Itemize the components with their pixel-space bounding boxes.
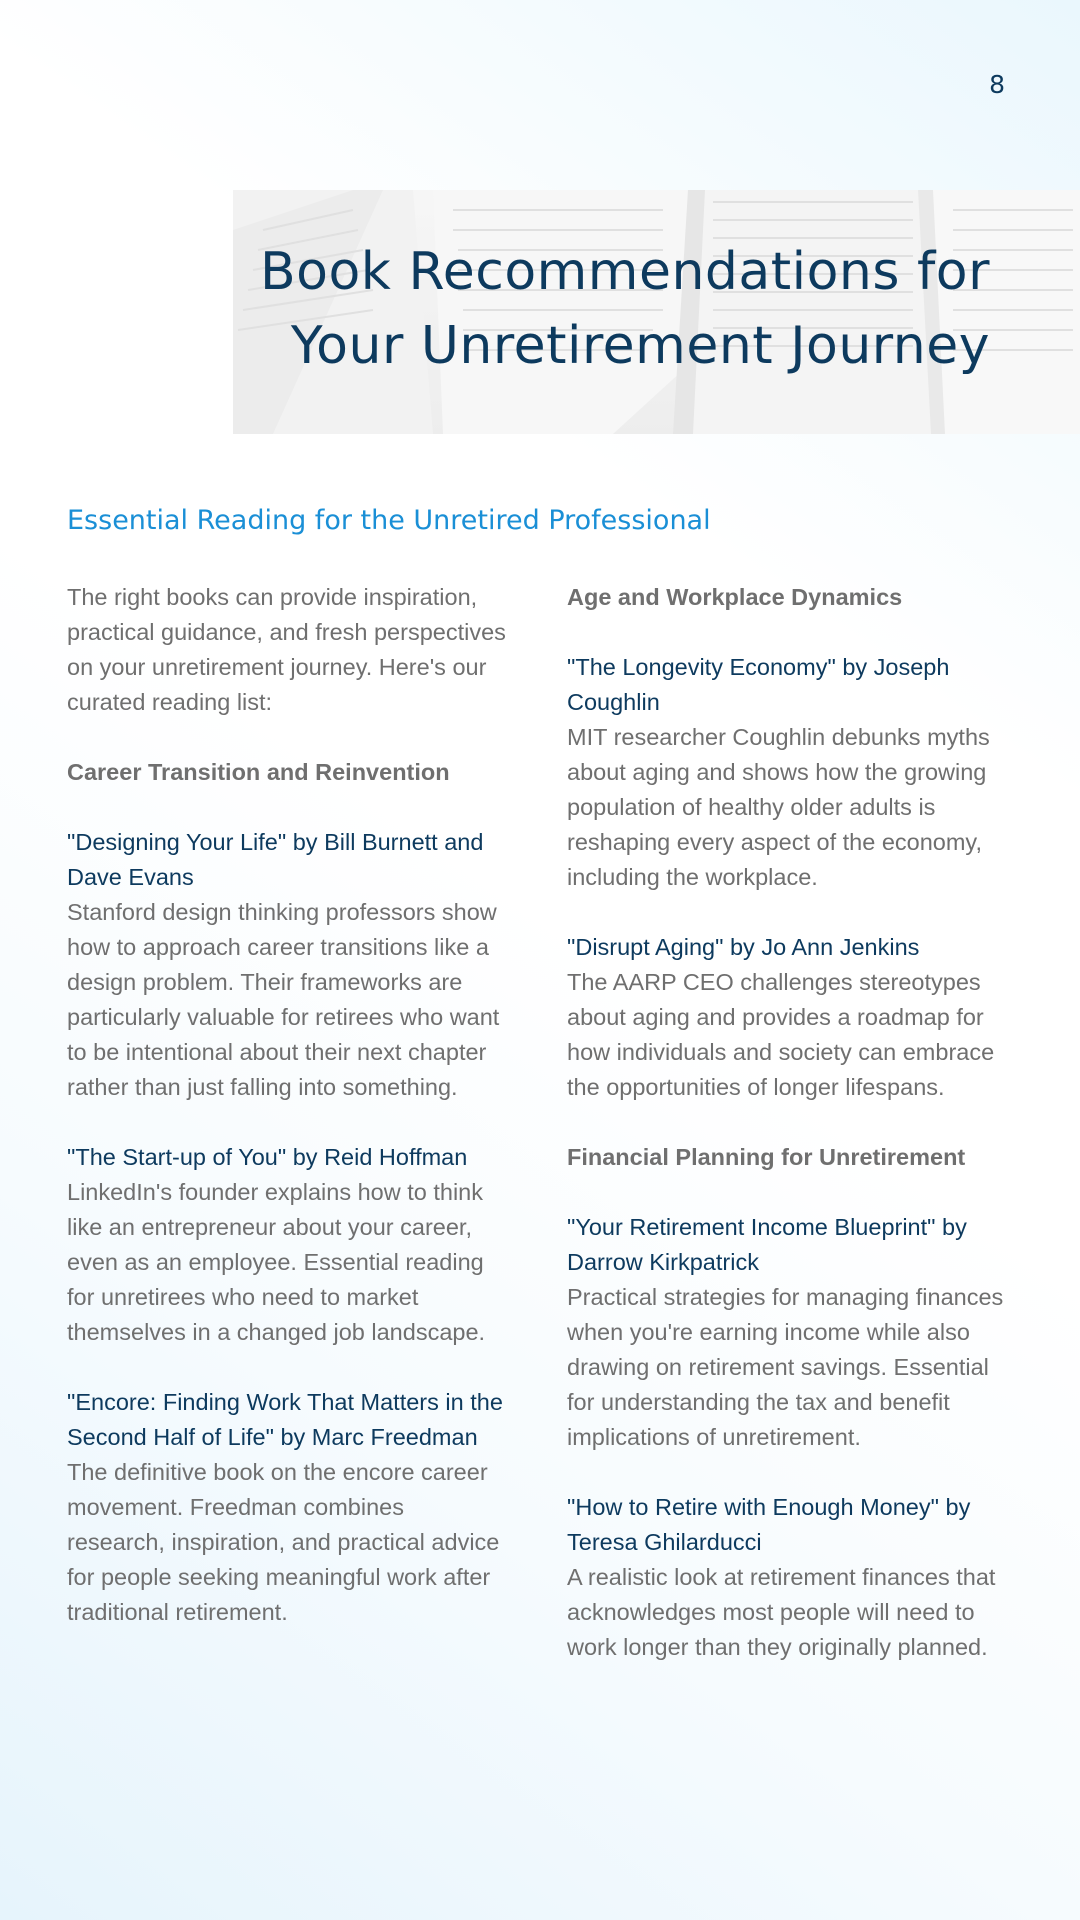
- book-description: LinkedIn's founder explains how to think like an entrepreneur about your career, even as an employee. Essential reading for unretirees who need to market themselves in a changed job landscape.: [67, 1179, 486, 1345]
- book-description: MIT researcher Coughlin debunks myths about aging and shows how the growing population of healthy older adults is reshaping every aspect of the economy, including the workplace.: [567, 724, 990, 890]
- page-title-line-2: Your Unretirement Journey: [290, 316, 990, 376]
- book-title: "Encore: Finding Work That Matters in the Second Half of Life" by Marc Freedman: [67, 1389, 503, 1450]
- book-title: "The Start-up of You" by Reid Hoffman: [67, 1144, 468, 1170]
- intro-paragraph: The right books can provide inspiration, practical guidance, and fresh perspectives on your unretirement journey. Here's our curated reading list:: [67, 584, 506, 715]
- book-title: "How to Retire with Enough Money" by Teresa Ghilarducci: [567, 1494, 971, 1555]
- book-entry: [567, 1210, 1007, 1455]
- page-title: [233, 235, 990, 383]
- right-column: [567, 580, 1007, 1700]
- book-entry: [67, 1140, 507, 1350]
- category-heading-career-transition: Career Transition and Reinvention: [67, 759, 450, 785]
- book-entry: [567, 930, 1007, 1105]
- section-heading: Essential Reading for the Unretired Professional: [67, 505, 711, 536]
- category-heading-financial-planning: Financial Planning for Unretirement: [567, 1144, 966, 1170]
- book-title: "The Longevity Economy" by Joseph Coughlin: [567, 654, 950, 715]
- book-title: "Your Retirement Income Blueprint" by Darrow Kirkpatrick: [567, 1214, 967, 1275]
- page-number: 8: [989, 70, 1005, 99]
- book-title: "Disrupt Aging" by Jo Ann Jenkins: [567, 934, 920, 960]
- book-description: A realistic look at retirement finances that acknowledges most people will need to work longer than they originally planned.: [567, 1564, 996, 1660]
- book-entry: [67, 825, 507, 1105]
- book-entry: [67, 1385, 507, 1630]
- category-heading-age-workplace: Age and Workplace Dynamics: [567, 584, 903, 610]
- title-banner: [233, 190, 1080, 434]
- book-description: Practical strategies for managing finances when you're earning income while also drawing on retirement savings. Essential for understanding the tax and benefit implications of unretirement.: [567, 1284, 1004, 1450]
- book-entry: [567, 1490, 1007, 1665]
- book-description: The definitive book on the encore career movement. Freedman combines research, inspiration, and practical advice for people seeking meaningful work after traditional retirement.: [67, 1459, 500, 1625]
- book-entry: [567, 650, 1007, 895]
- page-title-line-1: Book Recommendations for: [260, 242, 990, 302]
- left-column: [67, 580, 507, 1665]
- book-description: The AARP CEO challenges stereotypes about aging and provides a roadmap for how individuals and society can embrace the opportunities of longer lifespans.: [567, 969, 995, 1100]
- book-title: "Designing Your Life" by Bill Burnett and Dave Evans: [67, 829, 484, 890]
- book-description: Stanford design thinking professors show how to approach career transitions like a design problem. Their frameworks are particularly valuable for retirees who want to be intentional about their next chapter rather than just falling into something.: [67, 899, 500, 1100]
